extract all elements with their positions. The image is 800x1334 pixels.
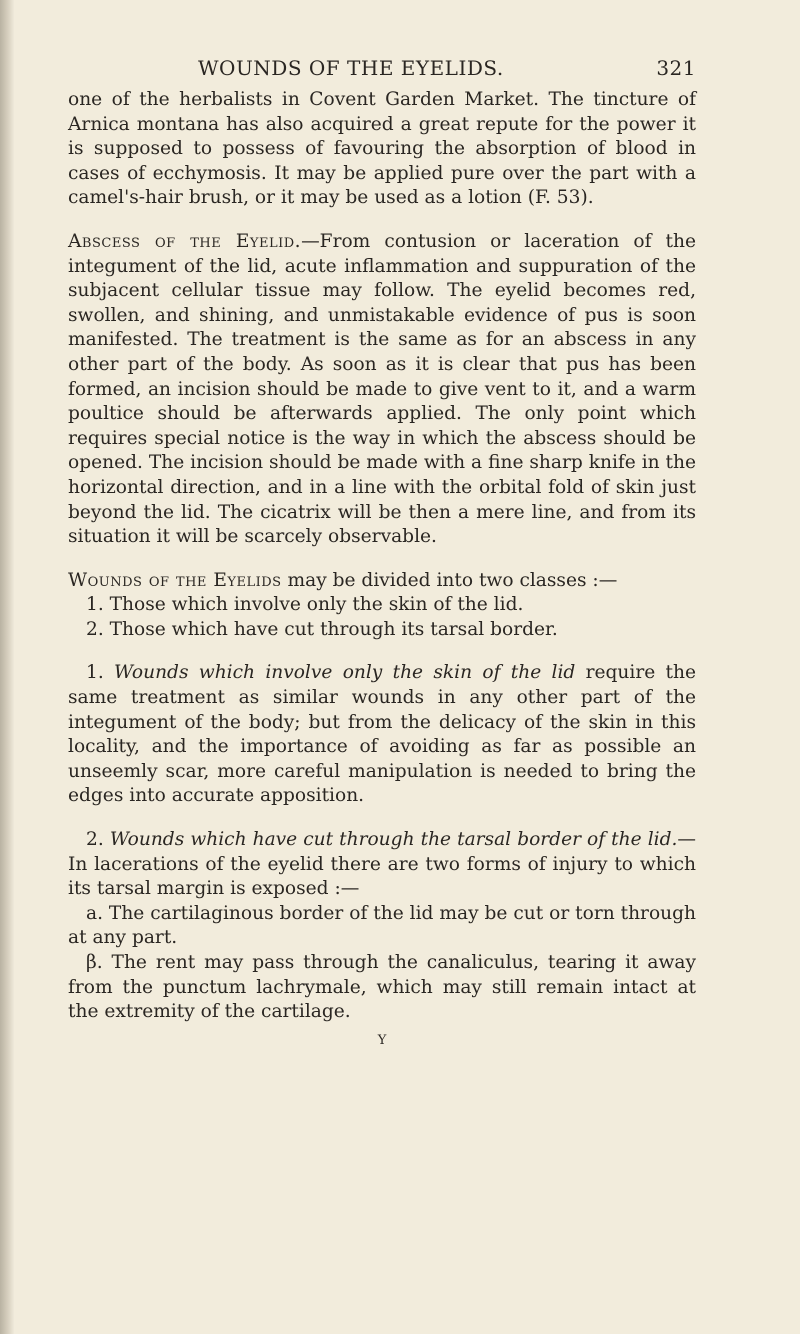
paragraph-abscess-text: —From contusion or laceration of the integument of the lid, acute inflammation and suppuration of the subjacent cellular tissue may follow. The eyelid becomes red, swollen, and shining, and unmistakable evidence of pus is soon manifested. The treatment is the same as for an abscess in any other part of the body. As soon as it is clear that pus has been formed, an incision should be made to give vent to it, and a warm poultice should be afterwards applied. The only point which requires special notice is the way in which the abscess should be opened. The incision should be made with a fine sharp knife in the horizontal direction, and in a line with the orbital fold of skin just beyond the lid. The cicatrix will be then a mere line, and from its situation it will be scarcely observable. [68, 230, 696, 548]
italic-heading-tarsal: Wounds which have cut through the tarsal border of the lid. [109, 829, 678, 851]
paragraph-wounds-classes [68, 569, 696, 643]
running-title: WOUNDS OF THE EYELIDS. [198, 56, 504, 80]
page-number: 321 [656, 56, 696, 80]
paragraph-tarsal-wounds [68, 828, 696, 1025]
section-heading-wounds: Wounds of the Eyelids [68, 569, 282, 591]
italic-heading-skin: Wounds which involve only the skin of the lid [114, 662, 576, 684]
page-gutter-shadow [0, 0, 14, 1334]
book-page [68, 52, 696, 1053]
item-number: 1. [86, 662, 115, 684]
signature-mark: Y [377, 1032, 387, 1048]
paragraph-tarsal-text: —In lacerations of the eyelid there are two forms of injury to which its tarsal margin is exposed :— [68, 829, 696, 900]
paragraph-abscess [68, 230, 696, 550]
running-header [68, 52, 696, 88]
paragraph-skin-wounds [68, 661, 696, 809]
item-number: 2. [86, 829, 110, 851]
sub-item-a: a. The cartilaginous border of the lid may be cut or torn through at any part. [68, 902, 696, 949]
list-item: 2. Those which have cut through its tarsal border. [86, 618, 558, 640]
list-item: 1. Those which involve only the skin of the lid. [86, 594, 524, 616]
paragraph-skin-text: require the same treatment as similar wounds in any other part of the integument of the body; but from the delicacy of the skin in this locality, and the importance of avoiding as far as possible an unseemly scar, more careful manipulation is needed to bring the edges into accurate apposition. [68, 662, 696, 807]
sub-item-beta: β. The rent may pass through the canaliculus, tearing it away from the punctum lachrymale, which may still remain intact at the extremity of the cartilage. [68, 952, 696, 1023]
section-heading-abscess: Abscess of the Eyelid. [68, 230, 302, 252]
paragraph-herbalists: one of the herbalists in Covent Garden Market. The tincture of Arnica montana has also acquired a great repute for the power it is supposed to possess of favouring the absorption of blood in cases of ecchymosis. It may be applied pure over the part with a camel's-hair brush, or it may be used as a lotion (F. 53). [68, 89, 696, 209]
paragraph-wounds-text: may be divided into two classes :— [281, 569, 618, 591]
